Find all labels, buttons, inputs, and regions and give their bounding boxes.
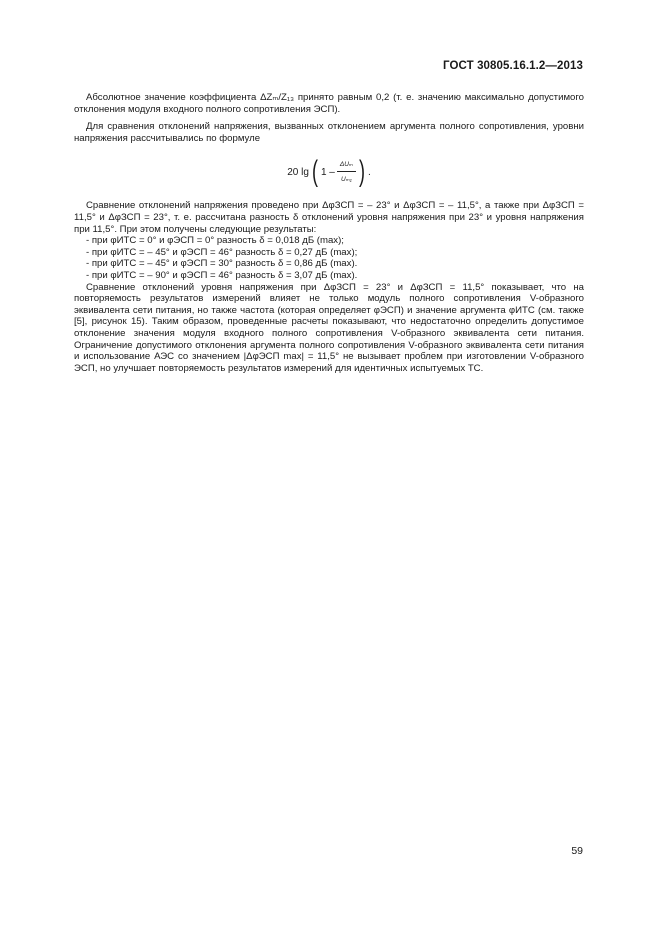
formula xyxy=(74,150,584,194)
formula-prefix: 20 lg xyxy=(287,166,309,178)
result-item: - при φИТС = – 45° и φЭСП = 46° разность δ = 0,27 дБ (max); xyxy=(86,246,358,258)
paragraph-coefficient: Абсолютное значение коэффициента ΔZₘ/Z₁₃ принято равным 0,2 (т. е. значению максимально допустимого отклонения модуля входного полного сопротивления ЭСП). xyxy=(74,92,584,115)
result-item: - при φИТС = – 90° и φЭСП = 46° разность δ = 3,07 дБ (max). xyxy=(86,269,358,281)
formula-left-paren: ( xyxy=(311,155,318,189)
formula-suffix: . xyxy=(367,166,371,178)
result-item: - при φИТС = – 45° и φЭСП = 30° разность δ = 0,86 дБ (max). xyxy=(86,258,358,270)
formula-right-paren: ) xyxy=(358,155,365,189)
formula-denominator: Uₘ₁ xyxy=(341,176,352,184)
paragraph-comparison: Сравнение отклонений напряжения проведено при ΔφЗСП = – 23° и ΔφЗСП = – 11,5°, а также при ΔφЗСП = 11,5° и ΔφЗСП = 23°, т. е. рассчитана разность δ отклонений уровня напряжения при 23° и уровня напряжения при 11,5°. При этом получены следующие результаты: xyxy=(74,200,584,235)
paragraph-formula-intro: Для сравнения отклонений напряжения, вызванных отклонением аргумента полного сопротивления, уровни напряжения рассчитывались по формуле xyxy=(74,121,584,144)
formula-numerator: ΔUₘ xyxy=(337,159,356,173)
page-number: 59 xyxy=(571,845,583,857)
body-text xyxy=(74,92,584,374)
result-item: - при φИТС = 0° и φЭСП = 0° разность δ = 0,018 дБ (max); xyxy=(86,235,344,247)
paragraph-conclusion: Сравнение отклонений уровня напряжения при ΔφЗСП = 23° и ΔφЗСП = 11,5° показывает, что на повторяемость результатов измерений влияет не только модуль полного сопротивления V-образного эквивалента сети питания, но также частота (которая определяет φЭСП) и значение аргумента φИТС (см. также [5], рисунок 15). Таким образом, проведенные расчеты показывают, что недостаточно определить допустимое отклонение значения модуля входного полного сопротивления V-образного эквивалента сети питания. Ограничение допустимого отклонения аргумента полного сопротивления V-образного эквивалента сети питания и использование АЭС со значением |ΔφЭСП max| = 11,5° не вызывает проблем при изготовлении V-образного ЭСП, но улучшает повторяемость результатов измерений для идентичных испытуемых ТС. xyxy=(74,281,584,374)
standard-header: ГОСТ 30805.16.1.2—2013 xyxy=(443,60,583,72)
formula-one-minus: 1 – xyxy=(320,166,335,178)
results-list xyxy=(74,235,584,281)
formula-fraction xyxy=(337,159,356,186)
